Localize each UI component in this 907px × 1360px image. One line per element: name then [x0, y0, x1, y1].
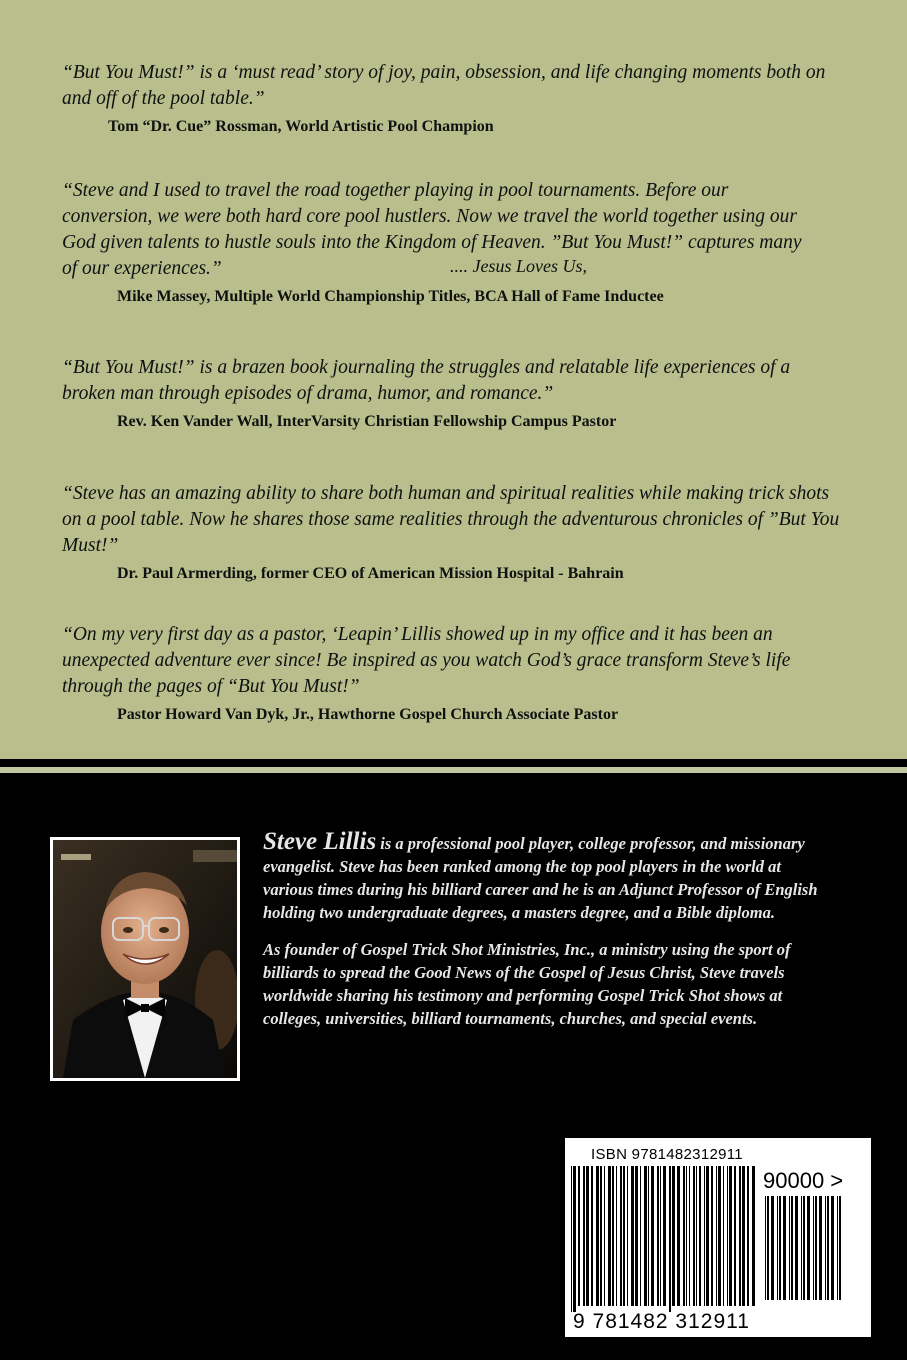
- barcode-bar: [573, 1166, 576, 1312]
- divider: [0, 759, 907, 767]
- barcode-bar: [765, 1196, 766, 1300]
- bio-paragraph-1: [263, 830, 823, 924]
- barcode-bar: [600, 1166, 602, 1306]
- barcode-bar: [596, 1166, 599, 1306]
- barcode-bar: [612, 1166, 614, 1306]
- endorsement-5: [62, 622, 842, 726]
- barcode-bar: [677, 1166, 680, 1306]
- barcode-bar: [620, 1166, 622, 1306]
- barcode-bar: [734, 1166, 736, 1306]
- barcode-bar: [693, 1166, 695, 1306]
- barcode-bar: [801, 1196, 802, 1300]
- author-photo-frame: [50, 837, 240, 1081]
- barcode-bar: [578, 1166, 580, 1306]
- barcode-bar: [706, 1166, 709, 1306]
- barcode-bar: [839, 1196, 841, 1300]
- endorsement-attribution: Pastor Howard Van Dyk, Jr., Hawthorne Gospel Church Associate Pastor: [117, 706, 619, 723]
- barcode-bar: [729, 1166, 732, 1306]
- addon-barcode-bars: [763, 1196, 843, 1306]
- barcode-bar: [739, 1166, 741, 1306]
- endorsement-3: [62, 355, 842, 433]
- barcode-bar: [627, 1166, 628, 1306]
- barcode-bar: [586, 1166, 589, 1306]
- barcode-bar: [644, 1166, 647, 1306]
- barcode-bar: [747, 1166, 749, 1306]
- isbn-label: ISBN 9781482312911: [591, 1146, 743, 1163]
- barcode-bar: [699, 1166, 701, 1306]
- barcode-bar: [711, 1166, 713, 1306]
- endorsement-quote: “But You Must!” is a ‘must read’ story of joy, pain, obsession, and life changing moments both on and off of the pool table.”: [62, 62, 826, 109]
- barcode-bar: [716, 1166, 717, 1306]
- endorsement-quote: “On my very first day as a pastor, ‘Leapin’ Lillis showed up in my office and it has been an unexpected adventure ever since! Be inspired as you watch God’s grace transform Steve’s life through the pages of “But You Must!”: [62, 624, 791, 697]
- barcode-bar: [819, 1196, 822, 1300]
- endorsement-attribution: Tom “Dr. Cue” Rossman, World Artistic Pool Champion: [108, 118, 494, 135]
- barcode-bar: [837, 1196, 838, 1300]
- barcode-bar: [825, 1196, 826, 1300]
- barcode-bar: [827, 1196, 829, 1300]
- barcode-bar: [623, 1166, 625, 1306]
- author-bio: [263, 830, 823, 1044]
- endorsement-attribution: Rev. Ken Vander Wall, InterVarsity Christian Fellowship Campus Pastor: [117, 413, 617, 430]
- barcode-bar: [635, 1166, 638, 1306]
- author-photo: [53, 840, 237, 1078]
- endorsement-1: [62, 60, 842, 138]
- barcode-bar: [672, 1166, 675, 1306]
- barcode-bar: [783, 1196, 786, 1300]
- barcode-bar: [663, 1166, 666, 1306]
- barcode-bar: [648, 1166, 649, 1306]
- endorsement-attribution: Mike Massey, Multiple World Championship Titles, BCA Hall of Fame Inductee: [117, 288, 664, 305]
- barcode-bar: [742, 1166, 745, 1306]
- barcode-bar: [795, 1196, 798, 1300]
- barcode-bar: [651, 1166, 654, 1306]
- barcode-bar: [657, 1166, 659, 1306]
- endorsement-4: [62, 481, 842, 585]
- bio-paragraph-2: As founder of Gospel Trick Shot Ministries, Inc., a ministry using the sport of billiards to spread the Good News of the Gospel of Jesus Christ, Steve travels worldwide sharing his testimony and performing Gospel Trick Shot shows at colleges, universities, billiard tournaments, churches, and special events.: [263, 940, 791, 1028]
- barcode-bar: [803, 1196, 805, 1300]
- barcode-bar: [686, 1166, 687, 1306]
- endorsement-quote: “But You Must!” is a brazen book journaling the struggles and relatable life experiences of a broken man through episodes of drama, humor, and romance.”: [62, 357, 791, 404]
- barcode-bar: [696, 1166, 697, 1306]
- author-portrait-image: [53, 840, 237, 1078]
- author-name: Steve Lillis: [263, 828, 377, 855]
- barcode-bar: [640, 1166, 641, 1306]
- barcode-bar: [571, 1166, 572, 1312]
- barcode-bar: [789, 1196, 790, 1300]
- barcode-bar: [660, 1166, 661, 1306]
- barcode-bar: [831, 1196, 834, 1300]
- barcode-bar: [771, 1196, 774, 1300]
- barcode-bar: [813, 1196, 814, 1300]
- barcode-bar: [752, 1166, 755, 1306]
- ean-barcode-bars: [569, 1166, 759, 1312]
- barcode-bar: [815, 1196, 817, 1300]
- endorsement-attribution: Dr. Paul Armerding, former CEO of American Mission Hospital - Bahrain: [117, 565, 624, 582]
- barcode-bar: [604, 1166, 605, 1306]
- endorsement-2: [62, 178, 842, 308]
- barcode-bar: [767, 1196, 769, 1300]
- barcode-bar: [683, 1166, 685, 1306]
- barcode-bar: [591, 1166, 593, 1306]
- bio-paragraph-1-text: is a professional pool player, college professor, and missionary evangelist. Steve has been ranked among the top pool players in the world at various times during his billiard career and he is an Adjunct Professor of English holding two undergraduate degrees, a masters degree, and a Bible diploma.: [263, 834, 818, 922]
- endorsement-signoff: .... Jesus Loves Us,: [450, 256, 587, 276]
- ean-digits: 9 781482 312911: [573, 1310, 750, 1333]
- barcode-bar: [723, 1166, 724, 1306]
- endorsement-quote: “Steve has an amazing ability to share both human and spiritual realities while making trick shots on a pool table. Now he shares those same realities through the adventurous chronicles of ”But You Must!”: [62, 483, 840, 556]
- barcode-bar: [704, 1166, 705, 1306]
- price-code: 90000 >: [763, 1168, 844, 1193]
- barcode-bar: [583, 1166, 585, 1306]
- barcode-bar: [718, 1166, 721, 1306]
- barcode-bar: [608, 1166, 611, 1306]
- barcode-bar: [807, 1196, 810, 1300]
- barcode-bar: [631, 1166, 634, 1306]
- barcode-bar: [669, 1166, 671, 1312]
- endorsement-quote: “Steve and I used to travel the road together playing in pool tournaments. Before our conversion, we were both hard core pool hustlers. Now we travel the world together using our God given talents to hustle souls into the Kingdom of Heaven. ”But You Must!” captures many of our experiences.”: [62, 180, 802, 279]
- barcode-bar: [727, 1166, 728, 1306]
- barcode-bar: [779, 1196, 781, 1300]
- barcode-bar: [689, 1166, 690, 1306]
- barcode-bar: [777, 1196, 778, 1300]
- barcode-bar: [616, 1166, 617, 1306]
- barcode-bar: [791, 1196, 793, 1300]
- isbn-barcode: [565, 1138, 871, 1337]
